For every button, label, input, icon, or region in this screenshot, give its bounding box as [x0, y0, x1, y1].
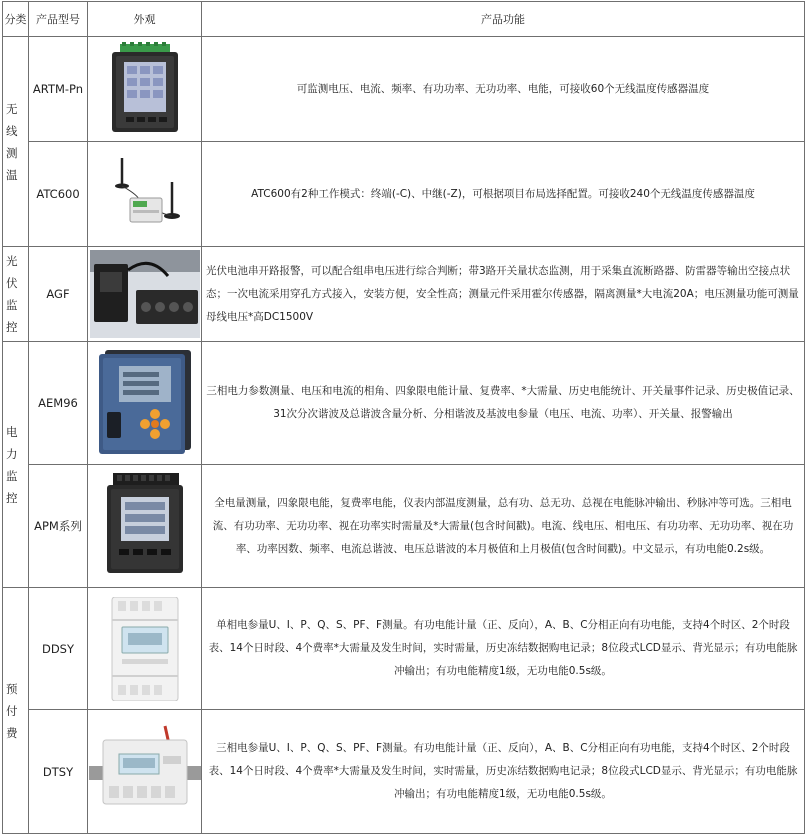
product-image — [88, 142, 202, 247]
product-image — [88, 588, 202, 710]
product-image — [88, 37, 202, 142]
product-image — [88, 342, 202, 465]
function-cell: ATC600有2种工作模式：终端(-C)、中继(-Z)，可根据项目布局选择配置。可接收240个无线温度传感器温度 — [202, 142, 805, 247]
header-function: 产品功能 — [202, 2, 805, 37]
touchscreen-temperature-monitor-icon — [110, 42, 180, 136]
product-table — [2, 1, 805, 834]
header-model: 产品型号 — [29, 2, 88, 37]
category-power: 电力监控 — [3, 342, 29, 588]
model-cell: DTSY — [29, 710, 88, 834]
product-image — [88, 465, 202, 588]
product-image — [88, 710, 202, 834]
function-cell: 光伏电池串开路报警，可以配合组串电压进行综合判断；带3路开关量状态监测，用于采集直流断路器、防雷器等输出空接点状态；一次电流采用穿孔方式接入，安装方便，安全性高；测量元件采用霍尔传感器，隔离测量*大电流20A；电压测量功能可测量母线电压*高DC1500V — [202, 247, 805, 342]
three-phase-din-rail-meter-icon — [89, 724, 201, 820]
model-cell: ARTM-Pn — [29, 37, 88, 142]
model-cell: AEM96 — [29, 342, 88, 465]
table-row — [3, 37, 805, 142]
model-cell: APM系列 — [29, 465, 88, 588]
header-row — [3, 2, 805, 37]
category-prepaid: 预付费 — [3, 588, 29, 834]
model-cell: ATC600 — [29, 142, 88, 247]
function-cell: 三相电力参数测量、电压和电流的相角、四象限电能计量、复费率、*大需量、历史电能统计、开关量事件记录、历史极值记录、31次分次谐波及总谐波含量分析、分相谐波及基波电参量（电压、电流、功率）、开关量、报警输出 — [202, 342, 805, 465]
function-cell: 三相电参量U、I、P、Q、S、PF、F测量。有功电能计量（正、反向），A、B、C分相正向有功电能，支持4个时区、2个时段表、14个日时段、4个费率*大需量及发生时间，实时需量，历史冻结数据购电记录；8位段式LCD显示、背光显示；有功电能脉冲输出；有功电能精度1级，无功电能0.5s级。 — [202, 710, 805, 834]
single-phase-din-rail-meter-icon — [106, 597, 184, 701]
wireless-collector-with-antennas-icon — [100, 154, 190, 234]
function-cell: 单相电参量U、I、P、Q、S、PF、F测量。有功电能计量（正、反向），A、B、C分相正向有功电能，支持4个时区、2个时段表、14个日时段、4个费率*大需量及发生时间，实时需量，历史冻结数据购电记录；8位段式LCD显示、背光显示；有功电能脉冲输出；有功电能精度1级，无功电能0.5s级。 — [202, 588, 805, 710]
table-row — [3, 142, 805, 247]
table-row — [3, 247, 805, 342]
model-cell: DDSY — [29, 588, 88, 710]
header-appearance: 外观 — [88, 2, 202, 37]
header-category: 分类 — [3, 2, 29, 37]
product-image — [88, 247, 202, 342]
category-wireless: 无线测温 — [3, 37, 29, 247]
model-cell: AGF — [29, 247, 88, 342]
pv-combiner-monitor-icon — [90, 250, 200, 338]
panel-energy-meter-icon — [97, 350, 193, 456]
table-row — [3, 710, 805, 834]
function-cell: 可监测电压、电流、频率、有功功率、无功功率、电能，可接收60个无线温度传感器温度 — [202, 37, 805, 142]
function-cell: 全电量测量，四象限电能，复费率电能，仪表内部温度测量，总有功、总无功、总视在电能脉冲输出、秒脉冲等可选。三相电流、有功功率、无功功率、视在功率实时需量及*大需量(包含时间戳)。电流、线电压、相电压、有功功率、无功功率、视在功率、功率因数、频率、电流总谐波、电压总谐波的本月极值和上月极值(包含时间戳)。中文显示，有功电能0.2s级。 — [202, 465, 805, 588]
table-row — [3, 588, 805, 710]
table-row — [3, 342, 805, 465]
category-pv: 光伏监控 — [3, 247, 29, 342]
network-power-meter-icon — [103, 473, 187, 579]
table-row — [3, 465, 805, 588]
